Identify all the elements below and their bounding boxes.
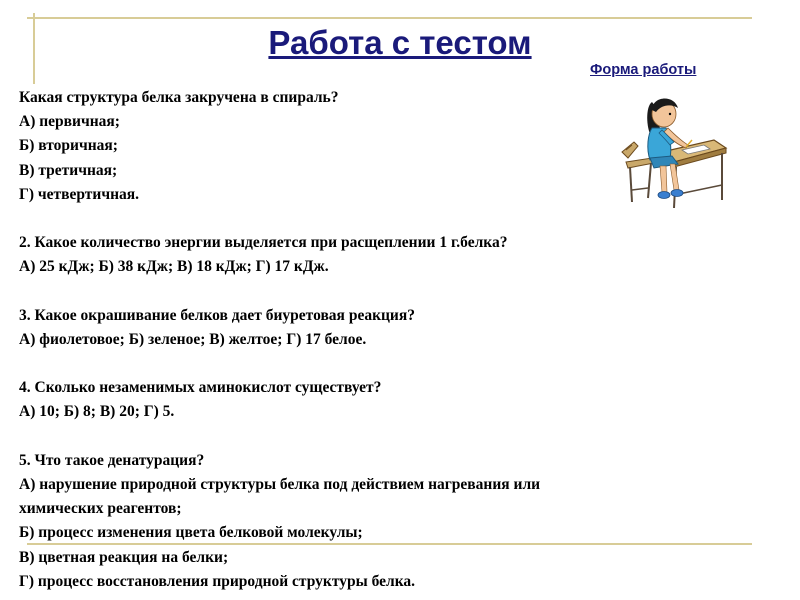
question-1: [19, 86, 709, 207]
answer-option: А) фиолетовое; Б) зеленое; В) желтое; Г) 17 белое.: [19, 330, 367, 348]
question-3: [19, 304, 709, 352]
answer-option: Б) вторичная;: [19, 137, 118, 155]
question-text: 5. Что такое денатурация?: [19, 451, 205, 469]
question-4: [19, 376, 709, 424]
answer-option: Г) четвертичная.: [19, 185, 140, 203]
answer-option: А) 10; Б) 8; В) 20; Г) 5.: [19, 403, 175, 421]
question-5: [19, 449, 709, 594]
form-of-work-link[interactable]: Форма работы: [590, 62, 697, 78]
spacer: [19, 352, 709, 376]
question-text: 2. Какое количество энергии выделяется при расщеплении 1 г.белка?: [19, 234, 508, 252]
question-text: 4. Сколько незаменимых аминокислот существует?: [19, 379, 382, 397]
slide-title: Работа с тестом: [268, 24, 532, 61]
answer-option-continued: химических реагентов;: [19, 500, 182, 518]
question-text: 3. Какое окрашивание белков дает биуретовая реакция?: [19, 306, 415, 324]
decor-line-top: [27, 17, 752, 19]
answer-option: А) первичная;: [19, 113, 120, 131]
answer-option: Г) процесс восстановления природной структуры белка.: [19, 572, 416, 590]
answer-option: В) цветная реакция на белки;: [19, 548, 229, 566]
question-text: Какая структура белка закручена в спираль?: [19, 89, 339, 106]
spacer: [19, 207, 709, 231]
answer-option: А) 25 кДж; Б) 38 кДж; В) 18 кДж; Г) 17 кДж.: [19, 258, 329, 276]
answer-option: А) нарушение природной структуры белка под действием нагревания или: [19, 476, 541, 493]
spacer: [19, 425, 709, 449]
question-2: [19, 231, 709, 279]
test-questions: [19, 86, 709, 594]
answer-option: Б) процесс изменения цвета белковой молекулы;: [19, 524, 363, 542]
answer-option: В) третичная;: [19, 161, 118, 179]
spacer: [19, 280, 709, 304]
